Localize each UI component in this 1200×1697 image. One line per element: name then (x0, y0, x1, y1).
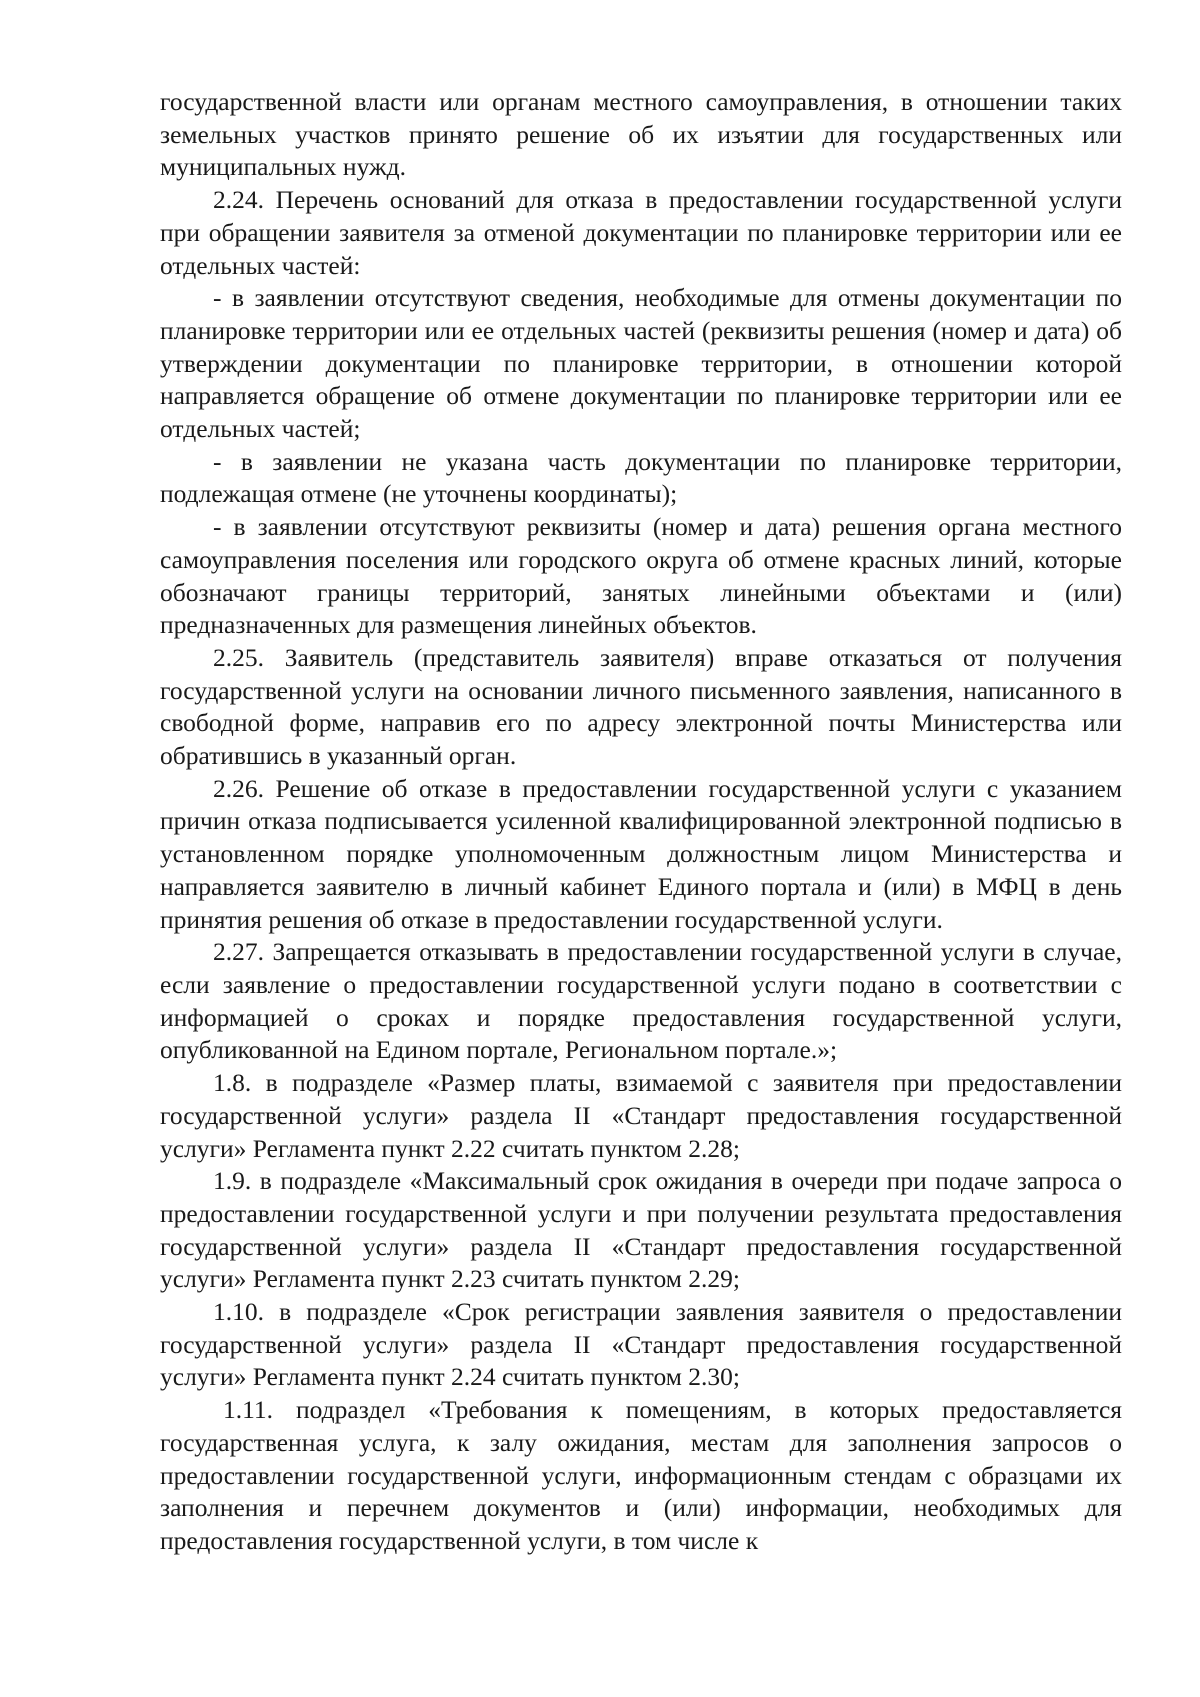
paragraph-2-27: 2.27. Запрещается отказывать в предоставлении государственной услуги в случае, если заявление о предоставлении государственной услуги подано в соответствии с информацией о сроках и порядке предоставления государственной услуги, опубликованной на Едином портале, Региональном портале.»; (160, 937, 1122, 1065)
paragraph-1-10: 1.10. в подразделе «Срок регистрации заявления заявителя о предоставлении государственной услуги» раздела II «Стандарт предоставления государственной услуги» Регламента пункт 2.24 считать пунктом 2.30; (160, 1297, 1122, 1392)
document-page (160, 86, 1122, 1558)
list-item: - в заявлении отсутствуют сведения, необходимые для отмены документации по планировке территории или ее отдельных частей (реквизиты решения (номер и дата) об утверждении документации по планировке территории, в отношении которой направляется обращение об отмене документации по планировке территории или ее отдельных частей; (160, 283, 1122, 444)
paragraph-2-26: 2.26. Решение об отказе в предоставлении государственной услуги с указанием причин отказа подписывается усиленной квалифицированной электронной подписью в установленном порядке уполномоченным должностным лицом Министерства и направляется заявителю в личный кабинет Единого портала и (или) в МФЦ в день принятия решения об отказе в предоставлении государственной услуги. (160, 773, 1122, 934)
list-item: - в заявлении отсутствуют реквизиты (номер и дата) решения органа местного самоуправления поселения или городского округа об отмене красных линий, которые обозначают границы территорий, занятых линейными объектами и (или) предназначенных для размещения линейных объектов. (160, 512, 1122, 640)
paragraph-1-9: 1.9. в подразделе «Максимальный срок ожидания в очереди при подаче запроса о предоставлении государственной услуги и при получении результата предоставления государственной услуги» раздела II «Стандарт предоставления государственной услуги» Регламента пункт 2.23 считать пунктом 2.29; (160, 1166, 1122, 1294)
paragraph: государственной власти или органам местного самоуправления, в отношении таких земельных участков принято решение об их изъятии для государственных или муниципальных нужд. (160, 87, 1122, 182)
list-item: - в заявлении не указана часть документации по планировке территории, подлежащая отмене (не уточнены координаты); (160, 446, 1122, 509)
paragraph-2-24: 2.24. Перечень оснований для отказа в предоставлении государственной услуги при обращении заявителя за отменой документации по планировке территории или ее отдельных частей: (160, 185, 1122, 280)
paragraph-1-11: 1.11. подраздел «Требования к помещениям, в которых предоставляется государственная услуга, к залу ожидания, местам для заполнения запросов о предоставлении государственной услуги, информационным стендам с образцами их заполнения и перечнем документов и (или) информации, необходимых для предоставления государственной услуги, в том числе к (160, 1395, 1122, 1555)
paragraph-1-8: 1.8. в подразделе «Размер платы, взимаемой с заявителя при предоставлении государственной услуги» раздела II «Стандарт предоставления государственной услуги» Регламента пункт 2.22 считать пунктом 2.28; (160, 1068, 1122, 1163)
paragraph-2-25: 2.25. Заявитель (представитель заявителя) вправе отказаться от получения государственной услуги на основании личного письменного заявления, написанного в свободной форме, направив его по адресу электронной почты Министерства или обратившись в указанный орган. (160, 642, 1122, 771)
